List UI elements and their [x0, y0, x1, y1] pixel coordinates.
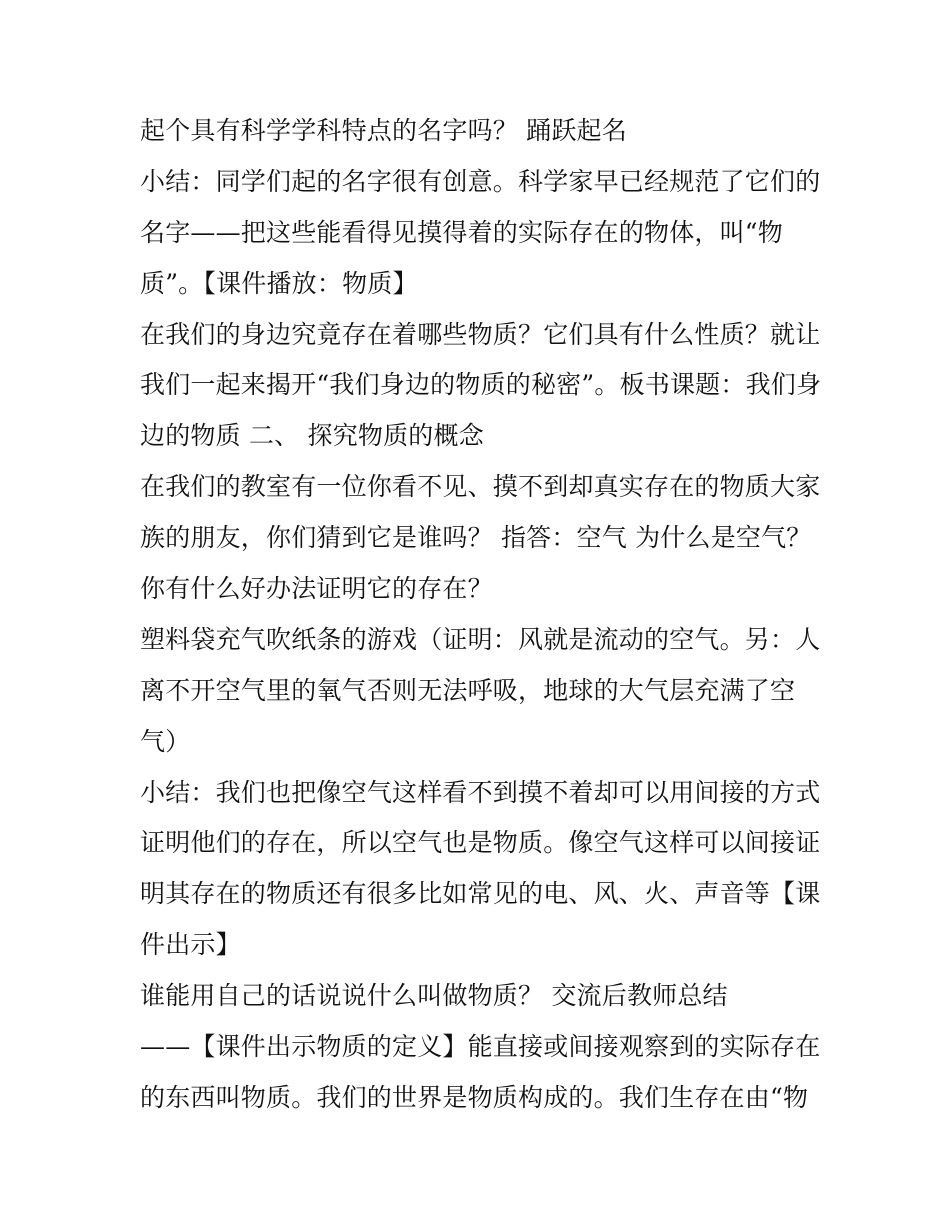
text-line: 边的物质 二、 探究物质的概念: [140, 421, 484, 451]
text-line: 族的朋友，你们猜到它是谁吗？ 指答：空气 为什么是空气？: [140, 523, 812, 553]
text-line: 我们一起来揭开“我们身边的物质的秘密”。板书课题：我们身: [140, 370, 822, 400]
text-line: 的东西叫物质。我们的世界是物质构成的。我们生存在由“物: [140, 1082, 809, 1112]
text-line: 在我们的身边究竟存在着哪些物质？它们具有什么性质？就让: [140, 319, 821, 349]
text-line: 谁能用自己的话说说什么叫做物质？ 交流后教师总结: [140, 981, 728, 1011]
text-line: ——【课件出示物质的定义】能直接或间接观察到的实际存在: [140, 1032, 821, 1062]
text-line: 名字——把这些能看得见摸得着的实际存在的物体，叫“物: [140, 217, 783, 247]
body-text: [140, 106, 820, 1124]
text-line: 你有什么好办法证明它的存在？: [140, 574, 493, 604]
text-line: 起个具有科学学科特点的名字吗？ 踊跃起名: [140, 116, 627, 145]
text-line: 小结：同学们起的名字很有创意。科学家早已经规范了它们的: [140, 166, 821, 196]
text-line: 明其存在的物质还有很多比如常见的电、风、火、声音等【课: [140, 879, 821, 909]
text-line: 离不开空气里的氧气否则无法呼吸，地球的大气层充满了空: [140, 675, 796, 705]
text-line: 气）: [140, 726, 191, 756]
text-line: 小结：我们也把像空气这样看不到摸不着却可以用间接的方式: [140, 777, 821, 807]
text-line: 证明他们的存在，所以空气也是物质。像空气这样可以间接证: [140, 828, 821, 858]
text-line: 塑料袋充气吹纸条的游戏（证明：风就是流动的空气。另：人: [140, 624, 821, 654]
text-line: 在我们的教室有一位你看不见、摸不到却真实存在的物质大家: [140, 472, 821, 502]
text-line: 质”。【课件播放：物质】: [140, 268, 418, 298]
text-line: 件出示】: [140, 930, 241, 960]
